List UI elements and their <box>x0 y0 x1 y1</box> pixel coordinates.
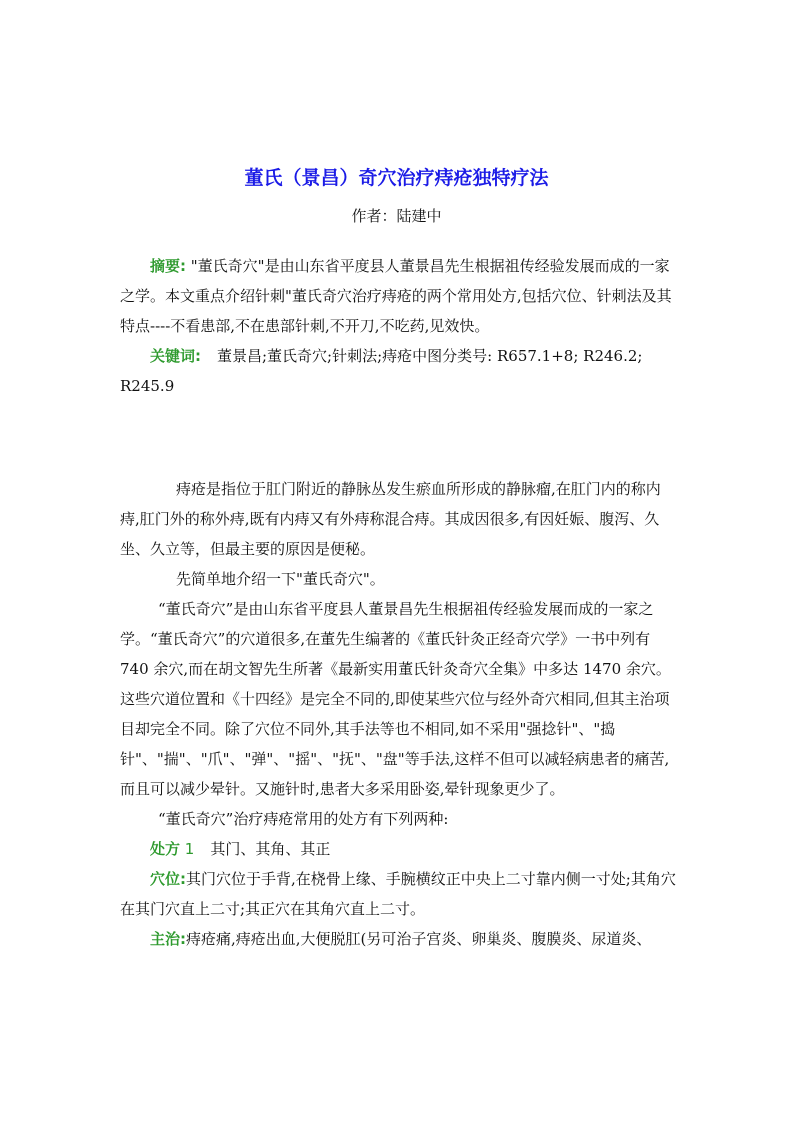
keywords-label: 关键词: <box>150 347 201 365</box>
keywords-paragraph <box>120 341 676 401</box>
abstract-section <box>120 251 676 401</box>
prescription-text: 其门、其角、其正 <box>210 840 331 858</box>
document-author: 作者：陆建中 <box>351 207 442 225</box>
body-paragraph-2: 先简单地介绍一下"董氏奇穴"。 <box>176 570 385 588</box>
prescription-number: 1 <box>184 840 195 858</box>
body-paragraph-4: “董氏奇穴”治疗痔疮常用的处方有下列两种: <box>158 810 449 828</box>
body-paragraph-3: “董氏奇穴”是由山东省平度县人董景昌先生根据祖传经验发展而成的一家之学。“董氏奇穴”的穴道很多,在董先生编著的《董氏针灸正经奇穴学》一书中列有 740 余穴,而在胡文智先生所著《最新实用董氏针灸奇穴全集》中多达 1470 余穴。这些穴道位置和《十四经》是完全不同的,即使某些穴位与经外奇穴相同,但其主治项目却完全不同。除了穴位不同外,其手法等也不相同,如不采用"强捻针"、"捣针"、"揣"、"爪"、"弹"、"摇"、"抚"、"盘"等手法,这样不但可以减轻病患者的痛苦,而且可以减少晕针。又施针时,患者大多采用卧姿,晕针现象更少了。 <box>120 600 671 798</box>
acupoint-label: 穴位: <box>150 870 186 888</box>
document-title: 董氏（景昌）奇穴治疗痔疮独特疗法 <box>244 167 549 189</box>
body-paragraph-1: 痔疮是指位于肛门附近的静脉丛发生瘀血所形成的静脉瘤,在肛门内的称内痔,肛门外的称外痔,既有内痔又有外痔称混合痔。其成因很多,有因妊娠、腹泻、久坐、久立等，但最主要的原因是便秘。 <box>120 480 661 558</box>
acupoint-paragraph <box>120 864 676 924</box>
indication-paragraph <box>120 924 676 954</box>
abstract-paragraph <box>120 251 676 341</box>
abstract-text: "董氏奇穴"是由山东省平度县人董景昌先生根据祖传经验发展而成的一家之学。本文重点介绍针刺"董氏奇穴治疗痔疮的两个常用处方,包括穴位、针刺法及其特点----不看患部,不在患部针刺,不开刀,不吃药,见效快。 <box>120 257 672 335</box>
indication-text: 痔疮痛,痔疮出血,大便脱肛(另可治子宫炎、卵巢炎、腹膜炎、尿道炎、 <box>186 930 652 948</box>
prescription-1-paragraph <box>120 834 676 864</box>
indication-label: 主治: <box>150 930 186 948</box>
keywords-text: 董景昌;董氏奇穴;针刺法;痔疮中图分类号: R657.1+8; R246.2; R245.9 <box>120 347 643 395</box>
abstract-label: 摘要: <box>150 257 186 275</box>
prescription-label: 处方 <box>150 840 181 858</box>
acupoint-text: 其门穴位于手背,在桡骨上缘、手腕横纹正中央上二寸靠内侧一寸处;其角穴在其门穴直上二寸;其正穴在其角穴直上二寸。 <box>120 870 676 918</box>
body-section <box>120 474 676 954</box>
